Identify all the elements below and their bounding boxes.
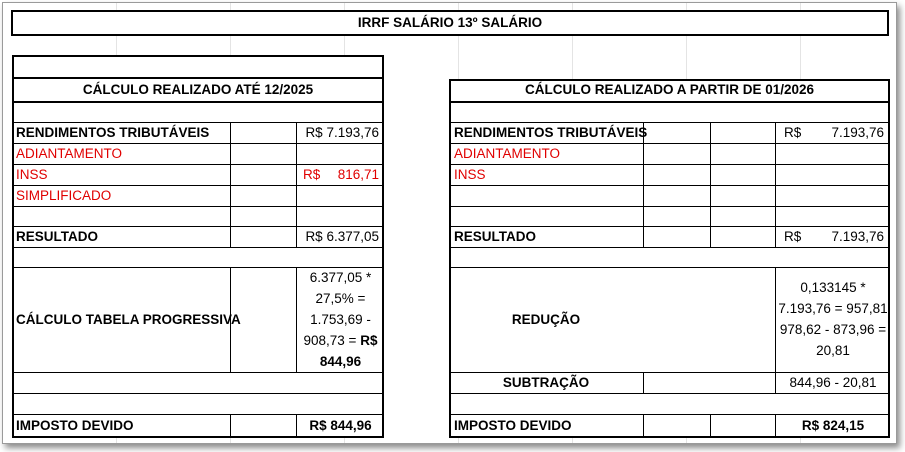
left-calculo-detail xyxy=(297,267,384,372)
left-rendimentos-value: R$ 7.193,76 xyxy=(305,125,379,140)
calc-line: 1.753,69 - xyxy=(310,312,371,327)
right-imposto-label: IMPOSTO DEVIDO xyxy=(454,418,572,433)
left-inss-currency: R$ xyxy=(303,167,321,182)
reducao-line: 7.193,76 = 957,81 xyxy=(778,301,888,316)
right-reducao-detail xyxy=(776,277,890,361)
right-resultado-value: 7.193,76 xyxy=(831,229,884,244)
right-rendimentos-currency: R$ xyxy=(784,125,802,140)
calc-result: 844,96 xyxy=(319,354,362,369)
left-resultado-label: RESULTADO xyxy=(16,229,98,244)
right-subtracao-label: SUBTRAÇÃO xyxy=(502,375,590,390)
right-rendimentos-label: RENDIMENTOS TRIBUTÁVEIS xyxy=(454,125,648,140)
left-imposto-label: IMPOSTO DEVIDO xyxy=(16,418,134,433)
spreadsheet-frame xyxy=(2,2,897,444)
left-header: CÁLCULO REALIZADO ATÉ 12/2025 xyxy=(82,82,314,97)
calc-line: 27,5% = xyxy=(315,291,366,306)
left-adiantamento-label: ADIANTAMENTO xyxy=(16,146,123,161)
right-adiantamento-label: ADIANTAMENTO xyxy=(454,146,561,161)
right-reducao-label: REDUÇÃO xyxy=(511,312,581,327)
calc-line: 908,73 = xyxy=(303,333,357,348)
left-resultado-value: R$ 6.377,05 xyxy=(305,229,379,244)
left-calculo-label: CÁLCULO TABELA PROGRESSIVA xyxy=(16,312,241,327)
calc-line: 6.377,05 * xyxy=(309,270,372,285)
right-subtracao-value: 844,96 - 20,81 xyxy=(789,375,877,390)
page-title: IRRF SALÁRIO 13º SALÁRIO xyxy=(357,15,543,30)
right-rendimentos-value: 7.193,76 xyxy=(831,125,884,140)
right-resultado-label: RESULTADO xyxy=(454,229,536,244)
left-imposto-value: R$ 844,96 xyxy=(309,418,372,433)
right-resultado-currency: R$ xyxy=(784,229,802,244)
left-inss-value: 816,71 xyxy=(337,167,379,182)
reducao-line: 978,62 - 873,96 = xyxy=(779,322,887,337)
right-header: CÁLCULO REALIZADO A PARTIR DE 01/2026 xyxy=(524,82,815,97)
reducao-line: 20,81 xyxy=(816,343,850,358)
right-inss-label: INSS xyxy=(454,167,486,182)
left-inss-label: INSS xyxy=(16,167,48,182)
right-imposto-value: R$ 824,15 xyxy=(801,418,865,433)
left-simplificado-label: SIMPLIFICADO xyxy=(16,188,112,203)
calc-currency: R$ xyxy=(360,333,378,348)
reducao-line: 0,133145 * xyxy=(800,280,866,295)
left-rendimentos-label: RENDIMENTOS TRIBUTÁVEIS xyxy=(16,125,210,140)
